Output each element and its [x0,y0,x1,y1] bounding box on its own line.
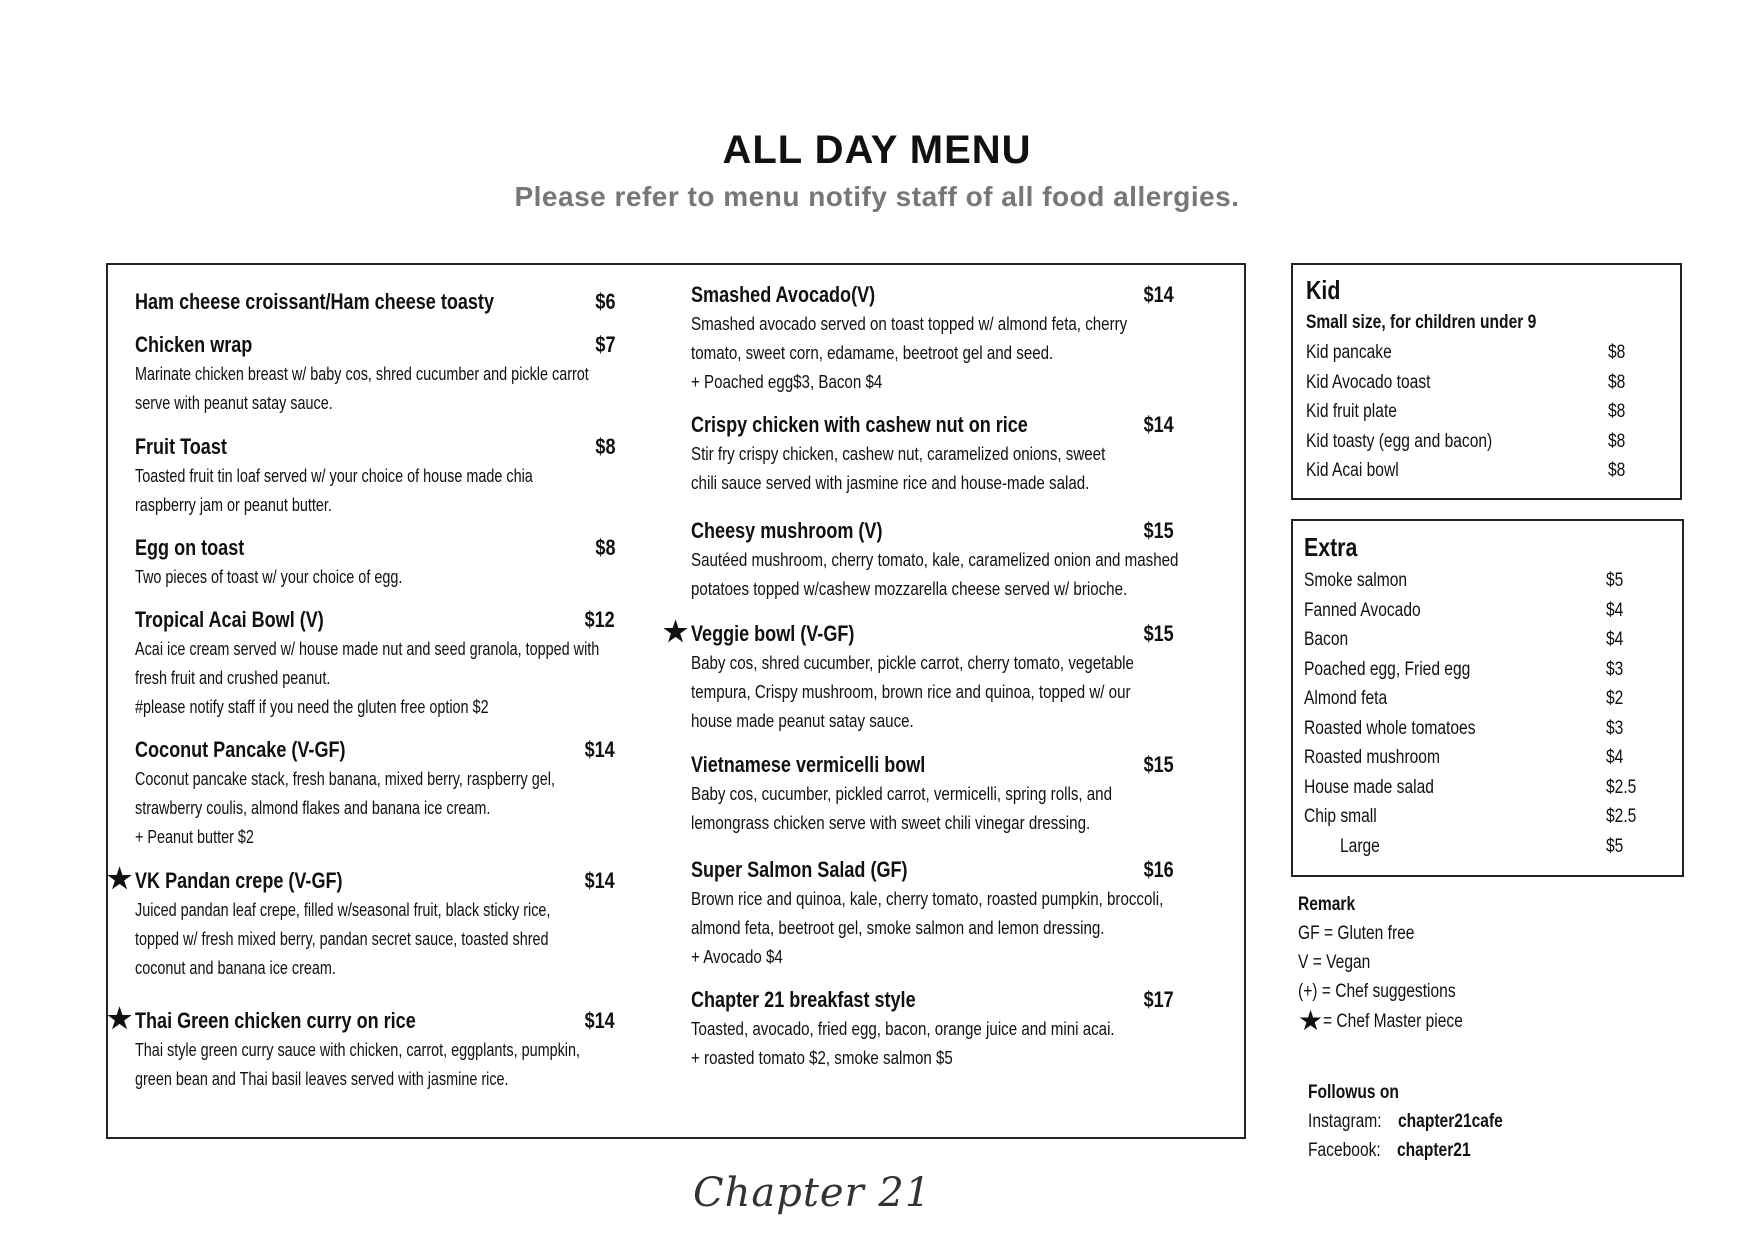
menu-item [107,1003,615,1094]
side-item-name: Bacon [1304,629,1349,650]
side-menu-row [1306,427,1668,456]
menu-item-price: $12 [584,607,615,632]
menu-item-header [691,516,1174,546]
side-item-name: Kid toasty (egg and bacon) [1306,430,1493,452]
menu-item-price: $14 [1143,282,1174,307]
menu-item-description [135,360,615,418]
description-line: fresh fruit and crushed peanut. [135,668,331,688]
side-item-price: $5 [1606,835,1624,857]
menu-item-header [107,863,615,896]
menu-item-header [135,605,615,635]
description-line: chili sauce served with jasmine rice and house-made salad. [691,473,1090,493]
menu-item [135,330,615,418]
facebook-handle[interactable]: chapter21 [1396,1140,1471,1161]
menu-item-header [135,533,615,563]
side-item-name: Kid fruit plate [1306,401,1397,422]
menu-item-description [691,885,1174,972]
side-item-price: $8 [1608,401,1626,422]
side-menu-row [1304,802,1666,831]
menu-item-name: Chapter 21 breakfast style [691,987,916,1012]
facebook-line: Facebook:chapter21 [1308,1136,1487,1165]
menu-item-description [135,563,615,592]
description-line: tomato, sweet corn, edamame, beetroot gel and seed. [691,343,1054,363]
menu-item-description [691,649,1174,736]
menu-item-name: Cheesy mushroom (V) [691,518,883,543]
description-line: Acai ice cream served w/ house made nut and seed granola, topped with [135,639,600,659]
side-item-price: $8 [1608,371,1626,393]
description-line: serve with peanut satay sauce. [135,393,333,413]
menu-item-description [691,546,1179,604]
description-line: #please notify staff if you need the gluten free option $2 [135,697,489,717]
menu-item [691,750,1174,838]
side-menu-row [1304,655,1666,684]
menu-item-name: Tropical Acai Bowl (V) [135,607,324,632]
kid-subtitle: Small size, for children under 9 [1306,312,1537,333]
side-menu-row [1304,684,1666,713]
menu-item-name: Crispy chicken with cashew nut on rice [691,412,1028,437]
menu-item [691,410,1174,498]
description-line: green bean and Thai basil leaves served with jasmine rice. [135,1069,509,1089]
side-item-name: Kid pancake [1306,342,1392,363]
side-item-name: Kid Avocado toast [1306,371,1431,393]
menu-item [135,735,615,852]
menu-item-description [691,440,1174,498]
menu-item-name: Veggie bowl (V-GF) [691,621,855,646]
description-line: strawberry coulis, almond flakes and banana ice cream. [135,798,491,818]
side-item-name: Fanned Avocado [1304,599,1421,621]
side-item-name: Poached egg, Fried egg [1304,658,1471,680]
menu-item [691,985,1174,1073]
side-menu-row [1304,714,1666,743]
description-line: + roasted tomato $2, smoke salmon $5 [691,1048,953,1068]
side-menu-row [1304,625,1666,654]
side-item-price: $4 [1606,599,1624,621]
menu-item-description [691,1015,1174,1073]
menu-item [135,605,615,722]
menu-item-price: $14 [584,737,615,762]
description-line: Brown rice and quinoa, kale, cherry tomato, roasted pumpkin, broccoli, [691,889,1164,909]
menu-item [691,855,1174,972]
side-item-price: $2.5 [1606,776,1637,798]
menu-item-price: $15 [1143,518,1174,543]
menu-item-price: $8 [594,434,615,459]
page-title: ALL DAY MENU [722,128,1032,172]
side-item-name: Large [1340,835,1380,857]
description-line: + Poached egg$3, Bacon $4 [691,372,883,392]
menu-item-price: $17 [1143,987,1174,1012]
description-line: Stir fry crispy chicken, cashew nut, caramelized onions, sweet [691,444,1106,464]
menu-item-header [135,287,615,317]
star-icon: ★ [1298,1005,1324,1036]
menu-item-header [691,985,1174,1015]
side-item-name: Smoke salmon [1304,570,1408,591]
side-item-price: $5 [1606,570,1624,591]
side-item-name: Almond feta [1304,688,1388,709]
description-line: tempura, Crispy mushroom, brown rice and quinoa, topped w/ our [691,682,1131,702]
menu-item-description [135,635,615,722]
remark-line: (+) = Chef suggestions [1298,981,1456,1002]
remark-line: GF = Gluten free [1298,923,1415,944]
description-line: Toasted fruit tin loaf served w/ your choice of house made chia [135,466,533,486]
description-line: Coconut pancake stack, fresh banana, mixed berry, raspberry gel, [135,769,555,789]
menu-item-description [135,1036,615,1094]
menu-item-price: $14 [584,1008,615,1033]
description-line: raspberry jam or peanut butter. [135,495,332,515]
menu-item-price: $7 [594,332,615,357]
description-line: Juiced pandan leaf crepe, filled w/seasonal fruit, black sticky rice, [135,900,551,920]
description-line: potatoes topped w/cashew mozzarella cheese served w/ brioche. [691,579,1128,599]
menu-item-description [135,462,615,520]
side-item-price: $8 [1608,342,1626,363]
description-line: Baby cos, shred cucumber, pickle carrot, cherry tomato, vegetable [691,653,1134,673]
remark-title: Remark [1298,894,1356,915]
description-line: Toasted, avocado, fried egg, bacon, orange juice and mini acai. [691,1019,1115,1039]
menu-item-price: $14 [584,868,615,893]
side-item-name: Roasted whole tomatoes [1304,717,1476,739]
description-line: Baby cos, cucumber, pickled carrot, vermicelli, spring rolls, and [691,784,1113,804]
menu-item [135,533,615,592]
menu-item-header [107,1003,615,1036]
side-menu-row [1306,397,1668,426]
description-line: lemongrass chicken serve with sweet chili vinegar dressing. [691,813,1091,833]
menu-item-name: Ham cheese croissant/Ham cheese toasty [135,289,494,314]
star-icon: ★ [107,863,133,894]
description-line: + Peanut butter $2 [135,827,254,847]
side-item-name: Roasted mushroom [1304,747,1440,768]
page-subtitle: Please refer to menu notify staff of all food allergies. [514,181,1240,212]
menu-item-price: $8 [594,535,615,560]
menu-item-header [691,855,1174,885]
menu-item-price: $14 [1143,412,1174,437]
menu-item-header [691,410,1174,440]
remark-line: ★= Chef Master piece [1298,1005,1463,1036]
side-menu-row [1306,456,1668,485]
description-line: house made peanut satay sauce. [691,711,914,731]
side-item-price: $8 [1608,460,1626,481]
menu-item-header [691,280,1174,310]
menu-item-header [135,735,615,765]
menu-item-name: Coconut Pancake (V-GF) [135,737,346,762]
menu-item-name: Fruit Toast [135,434,227,459]
description-line: Thai style green curry sauce with chicken, carrot, eggplants, pumpkin, [135,1040,581,1060]
side-item-price: $8 [1608,430,1626,452]
description-line: Marinate chicken breast w/ baby cos, shred cucumber and pickle carrot [135,364,589,384]
menu-item [135,287,615,317]
menu-item-name: Super Salmon Salad (GF) [691,857,908,882]
side-item-name: House made salad [1304,776,1434,798]
star-icon: ★ [107,1003,133,1034]
menu-item-price: $6 [594,289,615,314]
description-line: topped w/ fresh mixed berry, pandan secret sauce, toasted shred [135,929,549,949]
extra-title: Extra [1304,532,1358,562]
side-menu-row [1304,832,1666,861]
menu-item-header [663,616,1174,649]
menu-item [107,863,615,983]
menu-item [691,516,1179,604]
menu-item-name: VK Pandan crepe (V-GF) [135,868,343,893]
description-line: + Avocado $4 [691,947,783,967]
menu-item-header [691,750,1174,780]
side-item-price: $2 [1606,688,1624,709]
instagram-handle[interactable]: chapter21cafe [1397,1111,1503,1132]
menu-item-description [691,310,1174,397]
description-line: Smashed avocado served on toast topped w/ almond feta, cherry [691,314,1128,334]
menu-item-description [135,896,615,983]
kid-title: Kid [1306,275,1341,305]
menu-item-name: Smashed Avocado(V) [691,282,876,307]
side-item-name: Chip small [1304,806,1377,827]
description-line: almond feta, beetroot gel, smoke salmon and lemon dressing. [691,918,1105,938]
signature-logo: Chapter 21 [693,1170,932,1216]
star-icon: ★ [663,616,689,647]
side-item-price: $3 [1606,717,1624,739]
menu-item-price: $15 [1143,752,1174,777]
side-item-price: $3 [1606,658,1624,680]
description-line: Sautéed mushroom, cherry tomato, kale, caramelized onion and mashed [691,550,1179,570]
menu-item-description [135,765,615,852]
side-menu-row [1306,368,1668,397]
side-item-name: Kid Acai bowl [1306,460,1399,481]
follow-title: Followus on [1308,1082,1399,1103]
side-menu-row [1304,743,1666,772]
remark-line: V = Vegan [1298,952,1371,973]
menu-item [663,616,1174,736]
menu-item [691,280,1174,397]
side-menu-row [1304,566,1666,595]
menu-item-header [135,432,615,462]
side-menu-row [1304,596,1666,625]
side-item-price: $4 [1606,629,1624,650]
menu-item-name: Vietnamese vermicelli bowl [691,752,926,777]
side-menu-row [1306,338,1668,367]
instagram-line: Instagram:chapter21cafe [1308,1107,1526,1136]
menu-item [135,432,615,520]
side-item-price: $2.5 [1606,806,1637,827]
menu-item-name: Thai Green chicken curry on rice [135,1008,416,1033]
description-line: coconut and banana ice cream. [135,958,336,978]
menu-item-price: $16 [1143,857,1174,882]
menu-item-name: Egg on toast [135,535,245,560]
side-menu-row [1304,773,1666,802]
side-item-price: $4 [1606,747,1624,768]
menu-item-header [135,330,615,360]
menu-item-name: Chicken wrap [135,332,253,357]
menu-item-price: $15 [1143,621,1174,646]
menu-item-description [691,780,1174,838]
description-line: Two pieces of toast w/ your choice of egg. [135,567,403,587]
